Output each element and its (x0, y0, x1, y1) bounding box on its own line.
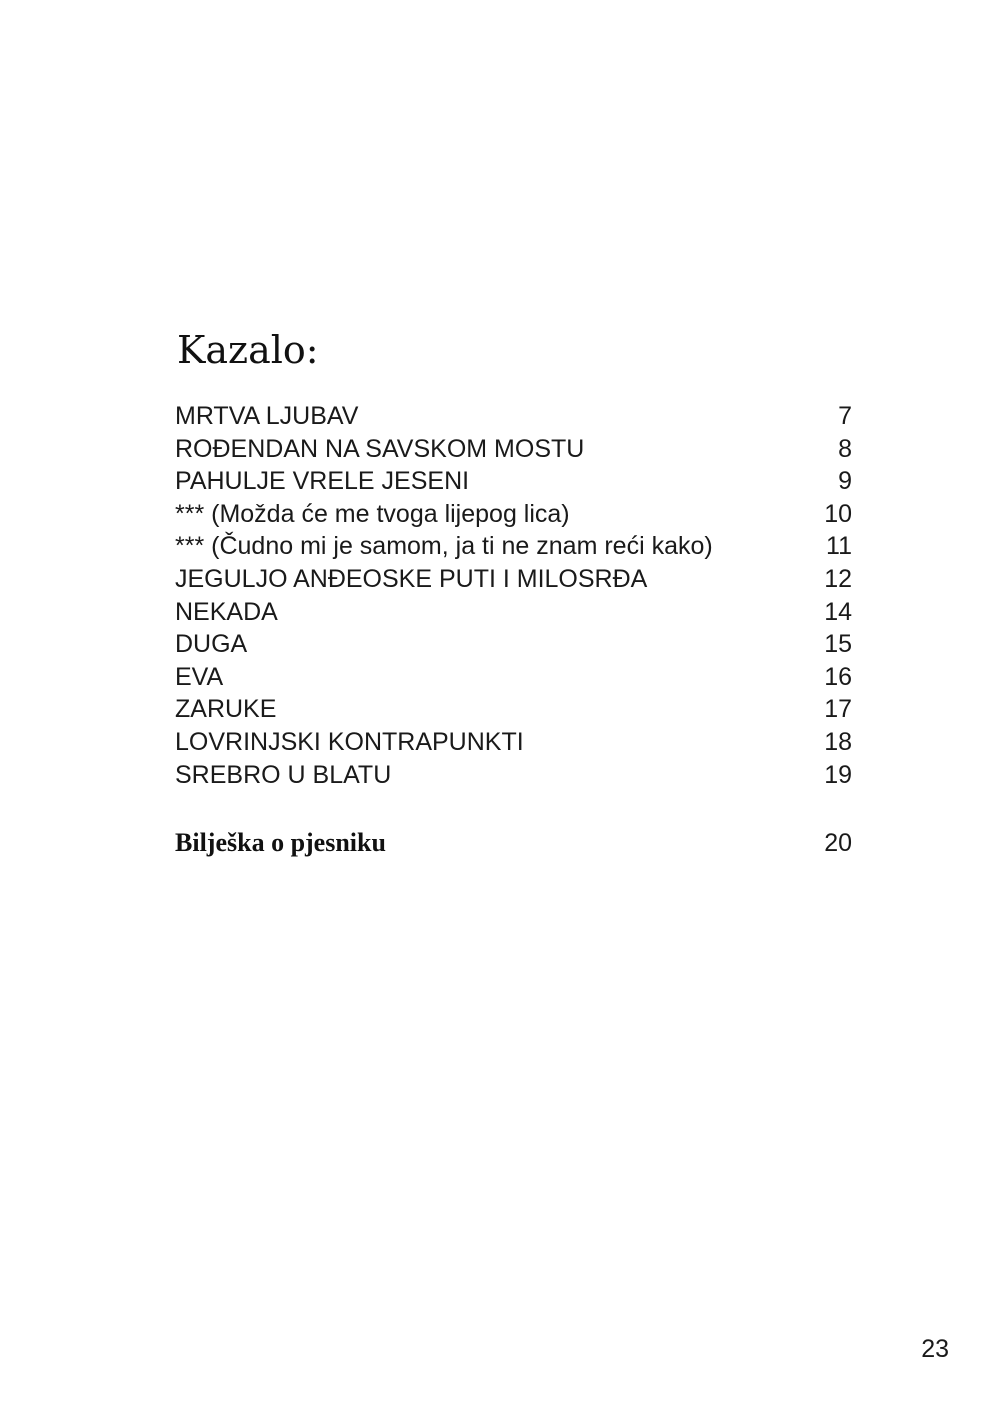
toc-entry-page: 7 (838, 402, 852, 430)
toc-entry-page: 18 (824, 727, 852, 756)
toc-entry-mrtva-ljubav (175, 400, 852, 433)
toc-entry-page: 19 (824, 760, 852, 789)
table-of-contents (175, 400, 852, 791)
toc-entry-jegulja-andeoske-puti (175, 563, 852, 596)
toc-entry-pahulje-vrele-jeseni (175, 465, 852, 498)
toc-entry-rodendan-na-savskom-mostu (175, 433, 852, 466)
toc-entry-nekada (175, 596, 852, 629)
toc-entry-label: EVA (175, 662, 224, 691)
toc-entry-label: PAHULJE VRELE JESENI (175, 467, 470, 496)
toc-entry-page: 9 (838, 467, 852, 496)
page-number: 23 (921, 1335, 949, 1363)
toc-entry-page: 10 (824, 499, 852, 528)
toc-entry-label: *** (Čudno mi je samom, ja ti ne znam reći kako) (175, 532, 713, 561)
toc-entry-page: 12 (824, 564, 852, 593)
toc-entry-biljeska-o-pjesniku (175, 826, 852, 860)
toc-entry-zaruke (175, 693, 852, 726)
toc-note-label: Bilješka o pjesniku (175, 828, 386, 857)
toc-entry-label: ROĐENDAN NA SAVSKOM MOSTU (175, 434, 585, 463)
toc-entry-page: 11 (826, 532, 852, 561)
toc-entry-page: 15 (824, 630, 852, 659)
toc-entry-label: LOVRINJSKI KONTRAPUNKTI (175, 727, 524, 756)
toc-entry-label: ZARUKE (175, 695, 277, 724)
toc-entry-label: SREBRO U BLATU (175, 760, 392, 789)
toc-entry-label: *** (Možda će me tvoga lijepog lica) (175, 499, 570, 528)
toc-title: Kazalo: (177, 328, 319, 372)
toc-entry-srebro-u-blatu (175, 759, 852, 792)
toc-entry-label: NEKADA (175, 597, 278, 626)
toc-entry-label: MRTVA LJUBAV (175, 402, 359, 430)
toc-entry-lovrinjski-kontrapunkti (175, 726, 852, 759)
toc-note-page: 20 (824, 829, 852, 857)
toc-entry-page: 17 (824, 695, 852, 724)
toc-entry-label: DUGA (175, 630, 248, 659)
toc-entry-duga (175, 628, 852, 661)
toc-entry-eva (175, 661, 852, 694)
toc-entry-page: 16 (824, 662, 852, 691)
toc-entry-cudno-mi-je-samom (175, 530, 852, 563)
toc-entry-page: 14 (824, 597, 852, 626)
toc-entry-page: 8 (838, 434, 852, 463)
toc-entry-label: JEGULJO ANĐEOSKE PUTI I MILOSRĐA (175, 564, 648, 593)
toc-entry-mozda-ce-me-tvoga (175, 498, 852, 531)
